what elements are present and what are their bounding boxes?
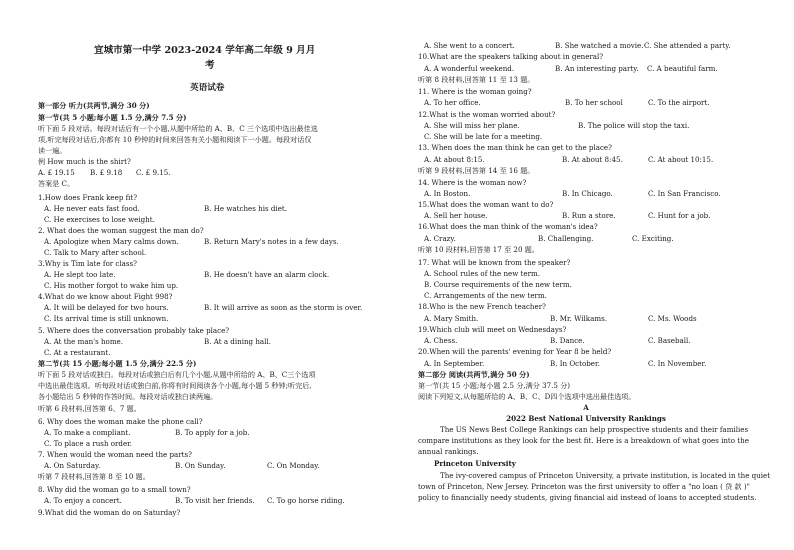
q15-option-a[interactable]: A. Sell her house. — [424, 211, 488, 220]
q6-option-a[interactable]: A. To make a compliant. — [44, 428, 131, 437]
exam-title-line1: 宜城市第一中学 2023-2024 学年高二年级 9 月月 — [94, 45, 316, 56]
q18-option-a[interactable]: A. Mary Smith. — [424, 314, 479, 323]
q5-option-c[interactable]: C. At a restaurant. — [44, 348, 111, 357]
question-12: 12.What is the woman worried about? — [418, 110, 556, 119]
section1-intro-1: 听下面 5 段对话。每段对话后有一个小题,从题中所给的 A、B、C 三个选项中选出最佳选 — [38, 124, 318, 133]
q2-option-c[interactable]: C. Talk to Mary after school. — [44, 248, 147, 257]
q6-option-b[interactable]: B. To apply for a job. — [175, 428, 250, 437]
q12-option-c[interactable]: C. She will be late for a meeting. — [424, 132, 543, 141]
example-option-c: C. £ 9.15. — [136, 168, 171, 177]
q3-option-c[interactable]: C. His mother forgot to wake him up. — [44, 281, 179, 290]
listen-note-8: 听第 8 段材料,回答第 11 至 13 题。 — [418, 75, 535, 84]
part2-section1-intro: 阅读下列短文,从每题所给的 A、B、C、D四个选项中选出最佳选项。 — [418, 392, 636, 401]
q20-option-c[interactable]: C. In November. — [648, 359, 707, 368]
passage-para1-line3: annual rankings. — [418, 447, 479, 456]
passage-para2-line2: town of Princeton, New Jersey. Princeton was the first university to offer a "no loan ( 贷 款 )" — [418, 482, 750, 491]
question-15: 15.What does the woman want to do? — [418, 200, 554, 209]
q3-option-b[interactable]: B. He doesn't have an alarm clock. — [204, 270, 330, 279]
section1-intro-2: 项,听完每段对话后,你都有 10 秒钟的时间来回答有关小题和阅读下一小题。每段对话仅 — [38, 135, 312, 144]
q15-option-b[interactable]: B. Run a store. — [562, 211, 616, 220]
section2-intro-1: 听下面 5 段对话或独白。每段对话或独白后有几个小题,从题中所给的 A、B、C三个选项 — [38, 370, 316, 379]
q16-option-c[interactable]: C. Exciting. — [632, 234, 674, 243]
section2-intro-3: 各小题给出 5 秒钟的作答时间。每段对话或独白读两遍。 — [38, 392, 218, 401]
section1-heading: 第一节(共 5 小题;每小题 1.5 分,满分 7.5 分) — [38, 113, 187, 122]
part2-section1-heading: 第一节(共 15 小题;每小题 2.5 分,满分 37.5 分) — [418, 381, 571, 390]
passage-letter: A — [583, 403, 589, 412]
question-11: 11. Where is the woman going? — [418, 87, 532, 96]
q17-option-c[interactable]: C. Arrangements of the new term. — [424, 291, 547, 300]
passage-para1-line1: The US News Best College Rankings can help prospective students and their families — [440, 425, 749, 434]
passage-para2-line1: The ivy-covered campus of Princeton University, a private institution, is located in the quiet — [440, 471, 771, 480]
q19-option-b[interactable]: B. Dance. — [550, 336, 585, 345]
listen-note-10: 听第 10 段材料,回答第 17 至 20 题。 — [418, 245, 539, 254]
q19-option-c[interactable]: C. Baseball. — [648, 336, 691, 345]
section1-intro-3: 读一遍。 — [38, 146, 67, 155]
q8-option-b[interactable]: B. To visit her friends. — [175, 496, 255, 505]
passage-title: 2022 Best National University Rankings — [506, 414, 666, 423]
question-6: 6. Why does the woman make the phone call? — [38, 417, 203, 426]
subject-title: 英语试卷 — [190, 83, 225, 93]
q6-option-c[interactable]: C. To place a rush order. — [44, 439, 133, 448]
q9-option-a[interactable]: A. She went to a concert. — [424, 41, 515, 50]
question-14: 14. Where is the woman now? — [418, 178, 527, 187]
q5-option-a[interactable]: A. At the man's home. — [44, 337, 123, 346]
q11-option-a[interactable]: A. To her office. — [424, 98, 481, 107]
example-question: 例 How much is the shirt? — [38, 157, 131, 166]
q12-option-b[interactable]: B. The police will stop the taxi. — [578, 121, 690, 130]
question-3: 3.Why is Tim late for class? — [38, 259, 137, 268]
question-13: 13. When does the man think he can get to the place? — [418, 143, 612, 152]
q7-option-a[interactable]: A. On Saturday. — [44, 461, 101, 470]
q12-option-a[interactable]: A. She will miss her plane. — [424, 121, 520, 130]
q10-option-c[interactable]: C. A beautiful farm. — [647, 64, 718, 73]
passage-subheading-princeton: Princeton University — [434, 459, 516, 468]
q20-option-a[interactable]: A. In September. — [424, 359, 485, 368]
q14-option-b[interactable]: B. In Chicago. — [562, 189, 613, 198]
question-16: 16.What does the man think of the woman's idea? — [418, 222, 598, 231]
q18-option-c[interactable]: C. Ms. Woods — [648, 314, 697, 323]
question-19: 19.Which club will meet on Wednesdays? — [418, 325, 567, 334]
q16-option-a[interactable]: A. Crazy. — [424, 234, 456, 243]
q7-option-b[interactable]: B. On Sunday. — [175, 461, 226, 470]
q17-option-a[interactable]: A. School rules of the new term. — [424, 269, 540, 278]
q13-option-b[interactable]: B. At about 8:45. — [562, 155, 623, 164]
q18-option-b[interactable]: B. Mr. Wilkams. — [550, 314, 607, 323]
q14-option-a[interactable]: A. In Boston. — [424, 189, 471, 198]
q10-option-a[interactable]: A. A wonderful weekend. — [424, 64, 515, 73]
q4-option-b[interactable]: B. It will arrive as soon as the storm is over. — [204, 303, 363, 312]
passage-para2-line3: policy to financially needy students, giving financial aid instead of loans to accepted students. — [418, 493, 757, 502]
q19-option-a[interactable]: A. Chess. — [424, 336, 458, 345]
q13-option-c[interactable]: C. At about 10:15. — [648, 155, 714, 164]
question-18: 18.Who is the new French teacher? — [418, 302, 546, 311]
q16-option-b[interactable]: B. Challenging. — [538, 234, 594, 243]
question-7: 7. When would the woman need the parts? — [38, 450, 192, 459]
q8-option-a[interactable]: A. To enjoy a concert. — [44, 496, 122, 505]
q7-option-c[interactable]: C. On Monday. — [267, 461, 320, 470]
question-2: 2. What does the woman suggest the man do? — [38, 226, 204, 235]
listen-note-9: 听第 9 段材料,回答第 14 至 16 题。 — [418, 166, 535, 175]
q1-option-c[interactable]: C. He exercises to lose weight. — [44, 215, 155, 224]
part1-heading: 第一部分 听力(共两节,满分 30 分) — [38, 101, 150, 110]
example-option-a: A. £ 19.15 — [38, 168, 75, 177]
q9-option-c[interactable]: C. She attended a party. — [644, 41, 731, 50]
q13-option-a[interactable]: A. At about 8:15. — [424, 155, 485, 164]
question-17: 17. What will be known from the speaker? — [418, 258, 571, 267]
q15-option-c[interactable]: C. Hunt for a job. — [648, 211, 711, 220]
question-1: 1.How does Frank keep fit? — [38, 193, 137, 202]
q10-option-b[interactable]: B. An interesting party. — [555, 64, 639, 73]
question-4: 4.What do we know about Fight 998? — [38, 292, 173, 301]
q3-option-a[interactable]: A. He slept too late. — [44, 270, 116, 279]
exam-title-line2: 考 — [205, 60, 215, 71]
question-10: 10.What are the speakers talking about in general? — [418, 52, 604, 61]
question-9: 9.What did the woman do on Saturday? — [38, 508, 181, 517]
q11-option-c[interactable]: C. To the airport. — [648, 98, 710, 107]
example-answer: 答案是 C。 — [38, 179, 75, 188]
question-20: 20.When will the parents' evening for Year 8 be held? — [418, 347, 612, 356]
section2-intro-2: 中选出最佳选项。听每段对话或独白前,你将有时间阅读各个小题,每小题 5 秒钟;听完后, — [38, 381, 312, 390]
q2-option-b[interactable]: B. Return Mary's notes in a few days. — [204, 237, 339, 246]
q11-option-b[interactable]: B. To her school — [565, 98, 623, 107]
question-8: 8. Why did the woman go to a small town? — [38, 485, 191, 494]
part2-heading: 第二部分 阅读(共两节,满分 50 分) — [418, 370, 530, 379]
q20-option-b[interactable]: B. In October. — [550, 359, 600, 368]
q9-option-b[interactable]: B. She watched a movie. — [555, 41, 644, 50]
q1-option-a[interactable]: A. He never eats fast food. — [44, 204, 140, 213]
q4-option-c[interactable]: C. Its arrival time is still unknown. — [44, 314, 169, 323]
q5-option-b[interactable]: B. At a dining hall. — [204, 337, 271, 346]
example-option-b: B. £ 9.18 — [90, 168, 123, 177]
listen-note-7: 听第 7 段材料,回答第 8 至 10 题。 — [38, 472, 150, 481]
q17-option-b[interactable]: B. Course requirements of the new term. — [424, 280, 572, 289]
section2-heading: 第二节(共 15 小题;每小题 1.5 分,满分 22.5 分) — [38, 359, 197, 368]
q4-option-a[interactable]: A. It will be delayed for two hours. — [44, 303, 169, 312]
q8-option-c[interactable]: C. To go horse riding. — [267, 496, 345, 505]
passage-para1-line2: compare institutions as they look for the best fit. Here is a breakdown of what goes into the — [418, 436, 749, 445]
q1-option-b[interactable]: B. He watches his diet. — [204, 204, 287, 213]
listen-note-6: 听第 6 段材料,回答第 6、7 题。 — [38, 404, 141, 413]
question-5: 5. Where does the conversation probably take place? — [38, 326, 230, 335]
q2-option-a[interactable]: A. Apologize when Mary calms down. — [44, 237, 179, 246]
q14-option-c[interactable]: C. In San Francisco. — [648, 189, 721, 198]
